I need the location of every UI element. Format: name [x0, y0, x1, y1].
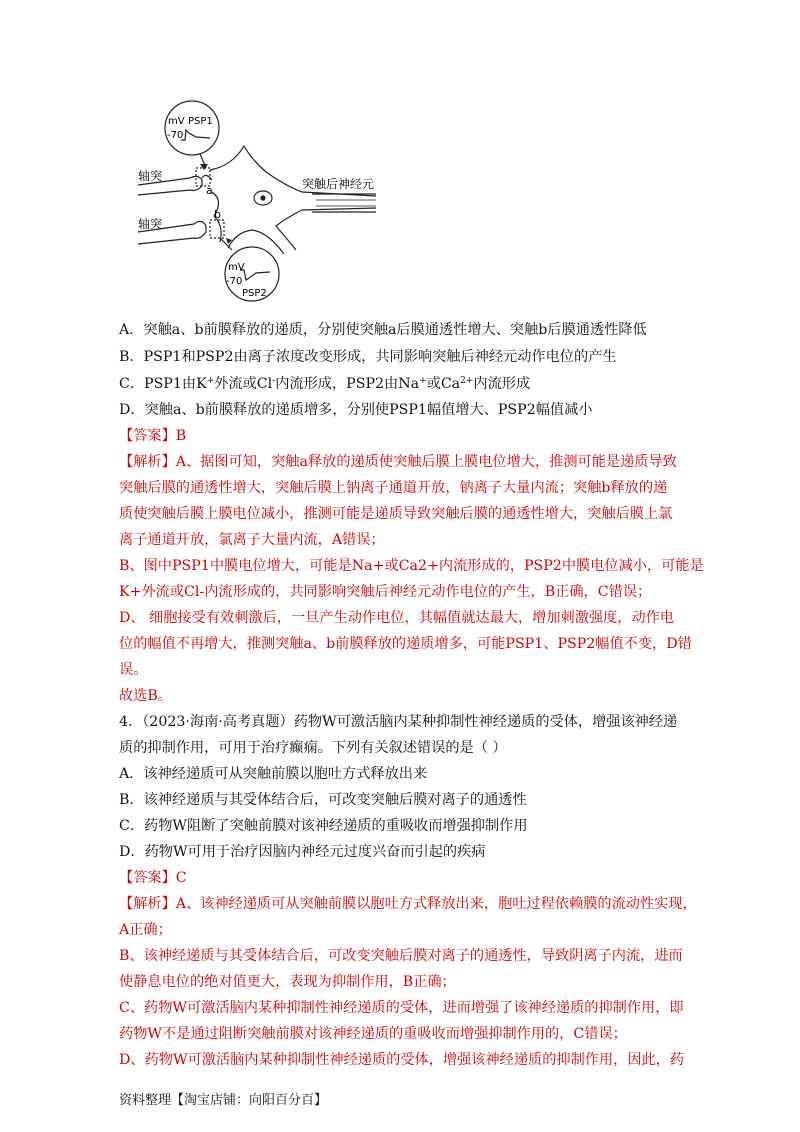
q3-analysis-line: K+外流或Cl-内流形成的，共同影响突触后神经元动作电位的产生，B正确，C错误； — [119, 584, 652, 600]
q3-analysis-line: 【解析】A、据图可知，突触a释放的递质使突触后膜上膜电位增大，推测可能是递质导致 — [119, 454, 677, 470]
q4-analysis-line: A正确； — [119, 922, 172, 938]
q4-analysis-line: 【解析】A、该神经递质可从突触前膜以胞吐方式释放出来，胞吐过程依赖膜的流动性实现， — [119, 896, 697, 912]
q3-option-b: B．PSP1和PSP2由离子浓度改变形成，共同影响突触后神经元动作电位的产生 — [119, 349, 617, 365]
psp1-graph-circle — [165, 101, 219, 155]
psp1-trace — [181, 130, 210, 140]
q3-analysis-line: D、 细胞接受有效刺激后，一旦产生动作电位，其幅值就达最大，增加刺激强度，动作电 — [119, 610, 675, 626]
q3-analysis-line: B、图中PSP1中膜电位增大，可能是Na+或Ca2+内流形成的，PSP2中膜电位减小，可能是 — [119, 558, 704, 574]
q3-analysis-line: 误。 — [119, 662, 148, 678]
q4-option-c: C．药物W阻断了突触前膜对该神经递质的重吸收而增强抑制作用 — [119, 818, 528, 834]
psp2-rest-label: -70 — [226, 276, 243, 287]
q4-option-a: A．该神经递质可从突触前膜以胞吐方式释放出来 — [119, 766, 428, 782]
q3-conclusion: 故选B。 — [119, 688, 172, 704]
q4-analysis-line: D、药物W可激活脑内某种抑制性神经递质的受体，增强该神经递质的抑制作用，因此，药 — [119, 1052, 685, 1068]
q4-analysis-line: C、药物W可激活脑内某种抑制性神经递质的受体，进而增强了该神经递质的抑制作用，即 — [119, 1000, 684, 1016]
q4-analysis-line: 使静息电位的绝对值更大，表现为抑制作用，B正确； — [119, 974, 456, 990]
q4-stem-line: 4．（2023·海南·高考真题）药物W可激活脑内某种抑制性神经递质的受体，增强该神经递 — [119, 714, 678, 730]
q4-analysis-line: 药物W不是通过阻断突触前膜对该神经递质的重吸收而增强抑制作用的，C错误； — [119, 1026, 627, 1042]
synapse-diagram — [136, 100, 380, 304]
synapse-a-label: a — [206, 184, 213, 197]
q3-analysis-line: 突触后膜的通透性增大，突触后膜上钠离子通道开放，钠离子大量内流；突触b释放的递 — [119, 480, 668, 496]
q4-option-b: B．该神经递质与其受体结合后，可改变突触后膜对离子的通透性 — [119, 792, 527, 808]
psp2-unit-label: mV — [228, 262, 245, 273]
q4-option-d: D．药物W可用于治疗因脑内神经元过度兴奋而引起的疾病 — [119, 844, 486, 860]
q3-analysis-line: 质使突触后膜上膜电位减小，推测可能是递质导致突触后膜的通透性增大，突触后膜上氯 — [119, 506, 673, 522]
page-footer: 资料整理【淘宝店铺：向阳百分百】 — [119, 1093, 328, 1108]
axon-top-label: 轴突 — [138, 169, 163, 183]
q3-answer: 【答案】B — [119, 428, 187, 444]
q3-analysis-line: 位的幅值不再增大，推测突触a、b前膜释放的递质增多，可能PSP1、PSP2幅值不变，D错 — [119, 636, 692, 652]
q3-option-a: A．突触a、b前膜释放的递质，分别使突触a后膜通透性增大、突触b后膜通透性降低 — [119, 322, 647, 338]
psp1-rest-label: -70 — [167, 130, 184, 141]
psp2-label: PSP2 — [242, 288, 267, 299]
q3-analysis-line: 离子通道开放，氯离子大量内流，A错误； — [119, 532, 385, 548]
q3-option-d: D．突触a、b前膜释放的递质增多，分别使PSP1幅值增大、PSP2幅值减小 — [119, 402, 593, 418]
psp1-unit-label: mV — [168, 116, 185, 127]
synapse-b-label: b — [214, 208, 221, 221]
q4-stem-line: 质的抑制作用，可用于治疗癫痫。下列有关叙述错误的是（ ） — [119, 740, 507, 756]
synapse-b-box — [210, 220, 224, 238]
q3-option-c: C．PSP1由K+外流或Cl-内流形成，PSP2由Na+或$Ca^{2+}$内流形成 — [119, 376, 531, 392]
psp1-label: PSP1 — [188, 116, 213, 127]
postsynaptic-neuron-label: 突触后神经元 — [302, 177, 375, 191]
q4-answer: 【答案】C — [119, 870, 187, 886]
axon-bottom-label: 轴突 — [138, 217, 163, 231]
q4-analysis-line: B、该神经递质与其受体结合后，可改变突触后膜对离子的通透性，导致阴离子内流，进而 — [119, 948, 683, 964]
